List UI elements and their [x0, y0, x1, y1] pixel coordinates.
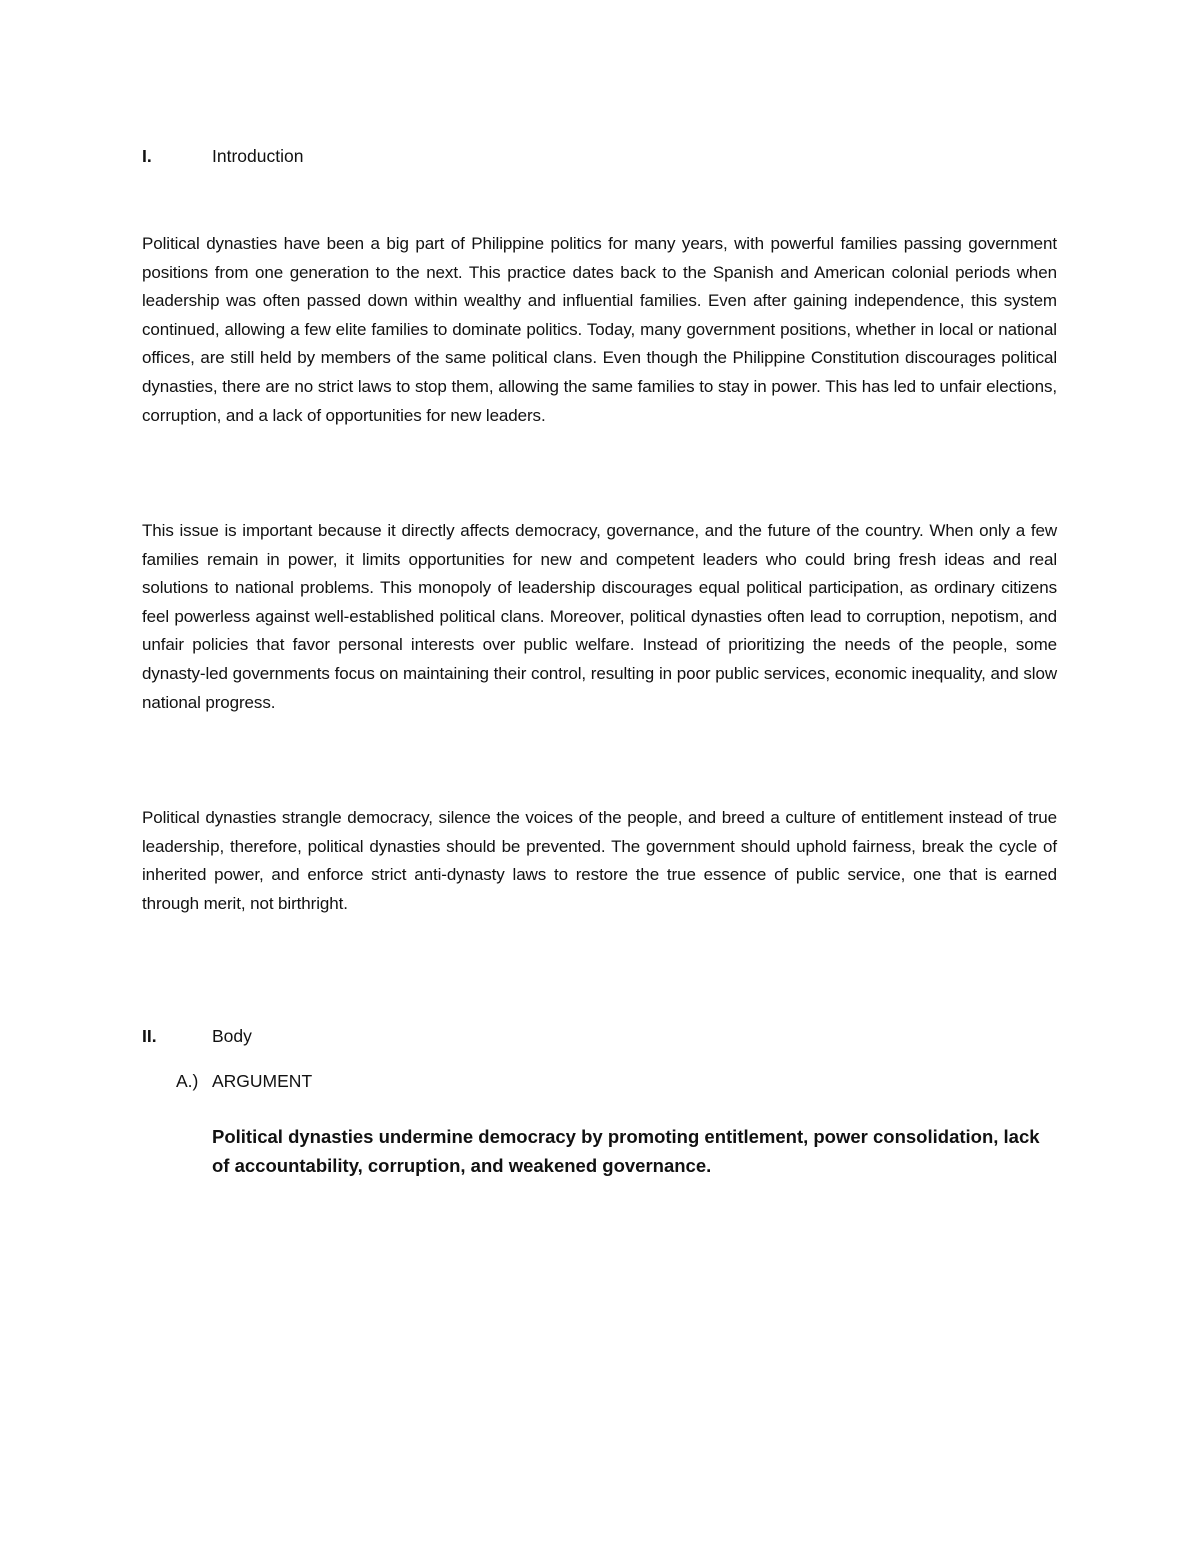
section-heading-introduction	[142, 144, 303, 168]
section-numeral: II.	[142, 1026, 157, 1046]
subheading-label: A.)	[176, 1071, 199, 1091]
subheading-title: ARGUMENT	[212, 1071, 313, 1091]
section-heading-body	[142, 1024, 252, 1048]
intro-paragraph-3: Political dynasties strangle democracy, silence the voices of the people, and breed a culture of entitlement instead of true leadership, therefore, political dynasties should be prevented. The government should uphold fairness, break the cycle of inherited power, and enforce strict anti-dynasty laws to restore the true essence of public service, one that is earned through merit, not birthright.	[142, 808, 1057, 913]
intro-paragraph-2: This issue is important because it directly affects democracy, governance, and the future of the country. When only a few families remain in power, it limits opportunities for new and competent leaders who could bring fresh ideas and real solutions to national problems. This monopoly of leadership discourages equal political participation, as ordinary citizens feel powerless against well-established political clans. Moreover, political dynasties often lead to corruption, nepotism, and unfair policies that favor personal interests over public welfare. Instead of prioritizing the needs of the people, some dynasty-led governments focus on maintaining their control, resulting in poor public services, economic inequality, and slow national progress.	[142, 521, 1057, 712]
section-numeral: I.	[142, 146, 152, 166]
subheading-argument	[176, 1069, 312, 1093]
section-title: Introduction	[212, 146, 304, 166]
intro-paragraph-1: Political dynasties have been a big part of Philippine politics for many years, with powerful families passing government positions from one generation to the next. This practice dates back to the Spanish and American colonial periods when leadership was often passed down within wealthy and influential families. Even after gaining independence, this system continued, allowing a few elite families to dominate politics. Today, many government positions, whether in local or national offices, are still held by members of the same political clans. Even though the Philippine Constitution discourages political dynasties, there are no strict laws to stop them, allowing the same families to stay in power. This has led to unfair elections, corruption, and a lack of opportunities for new leaders.	[142, 234, 1057, 425]
section-title: Body	[212, 1026, 252, 1046]
argument-thesis: Political dynasties undermine democracy by promoting entitlement, power consolidation, lack of accountability, corruption, and weakened governance.	[212, 1126, 1040, 1176]
